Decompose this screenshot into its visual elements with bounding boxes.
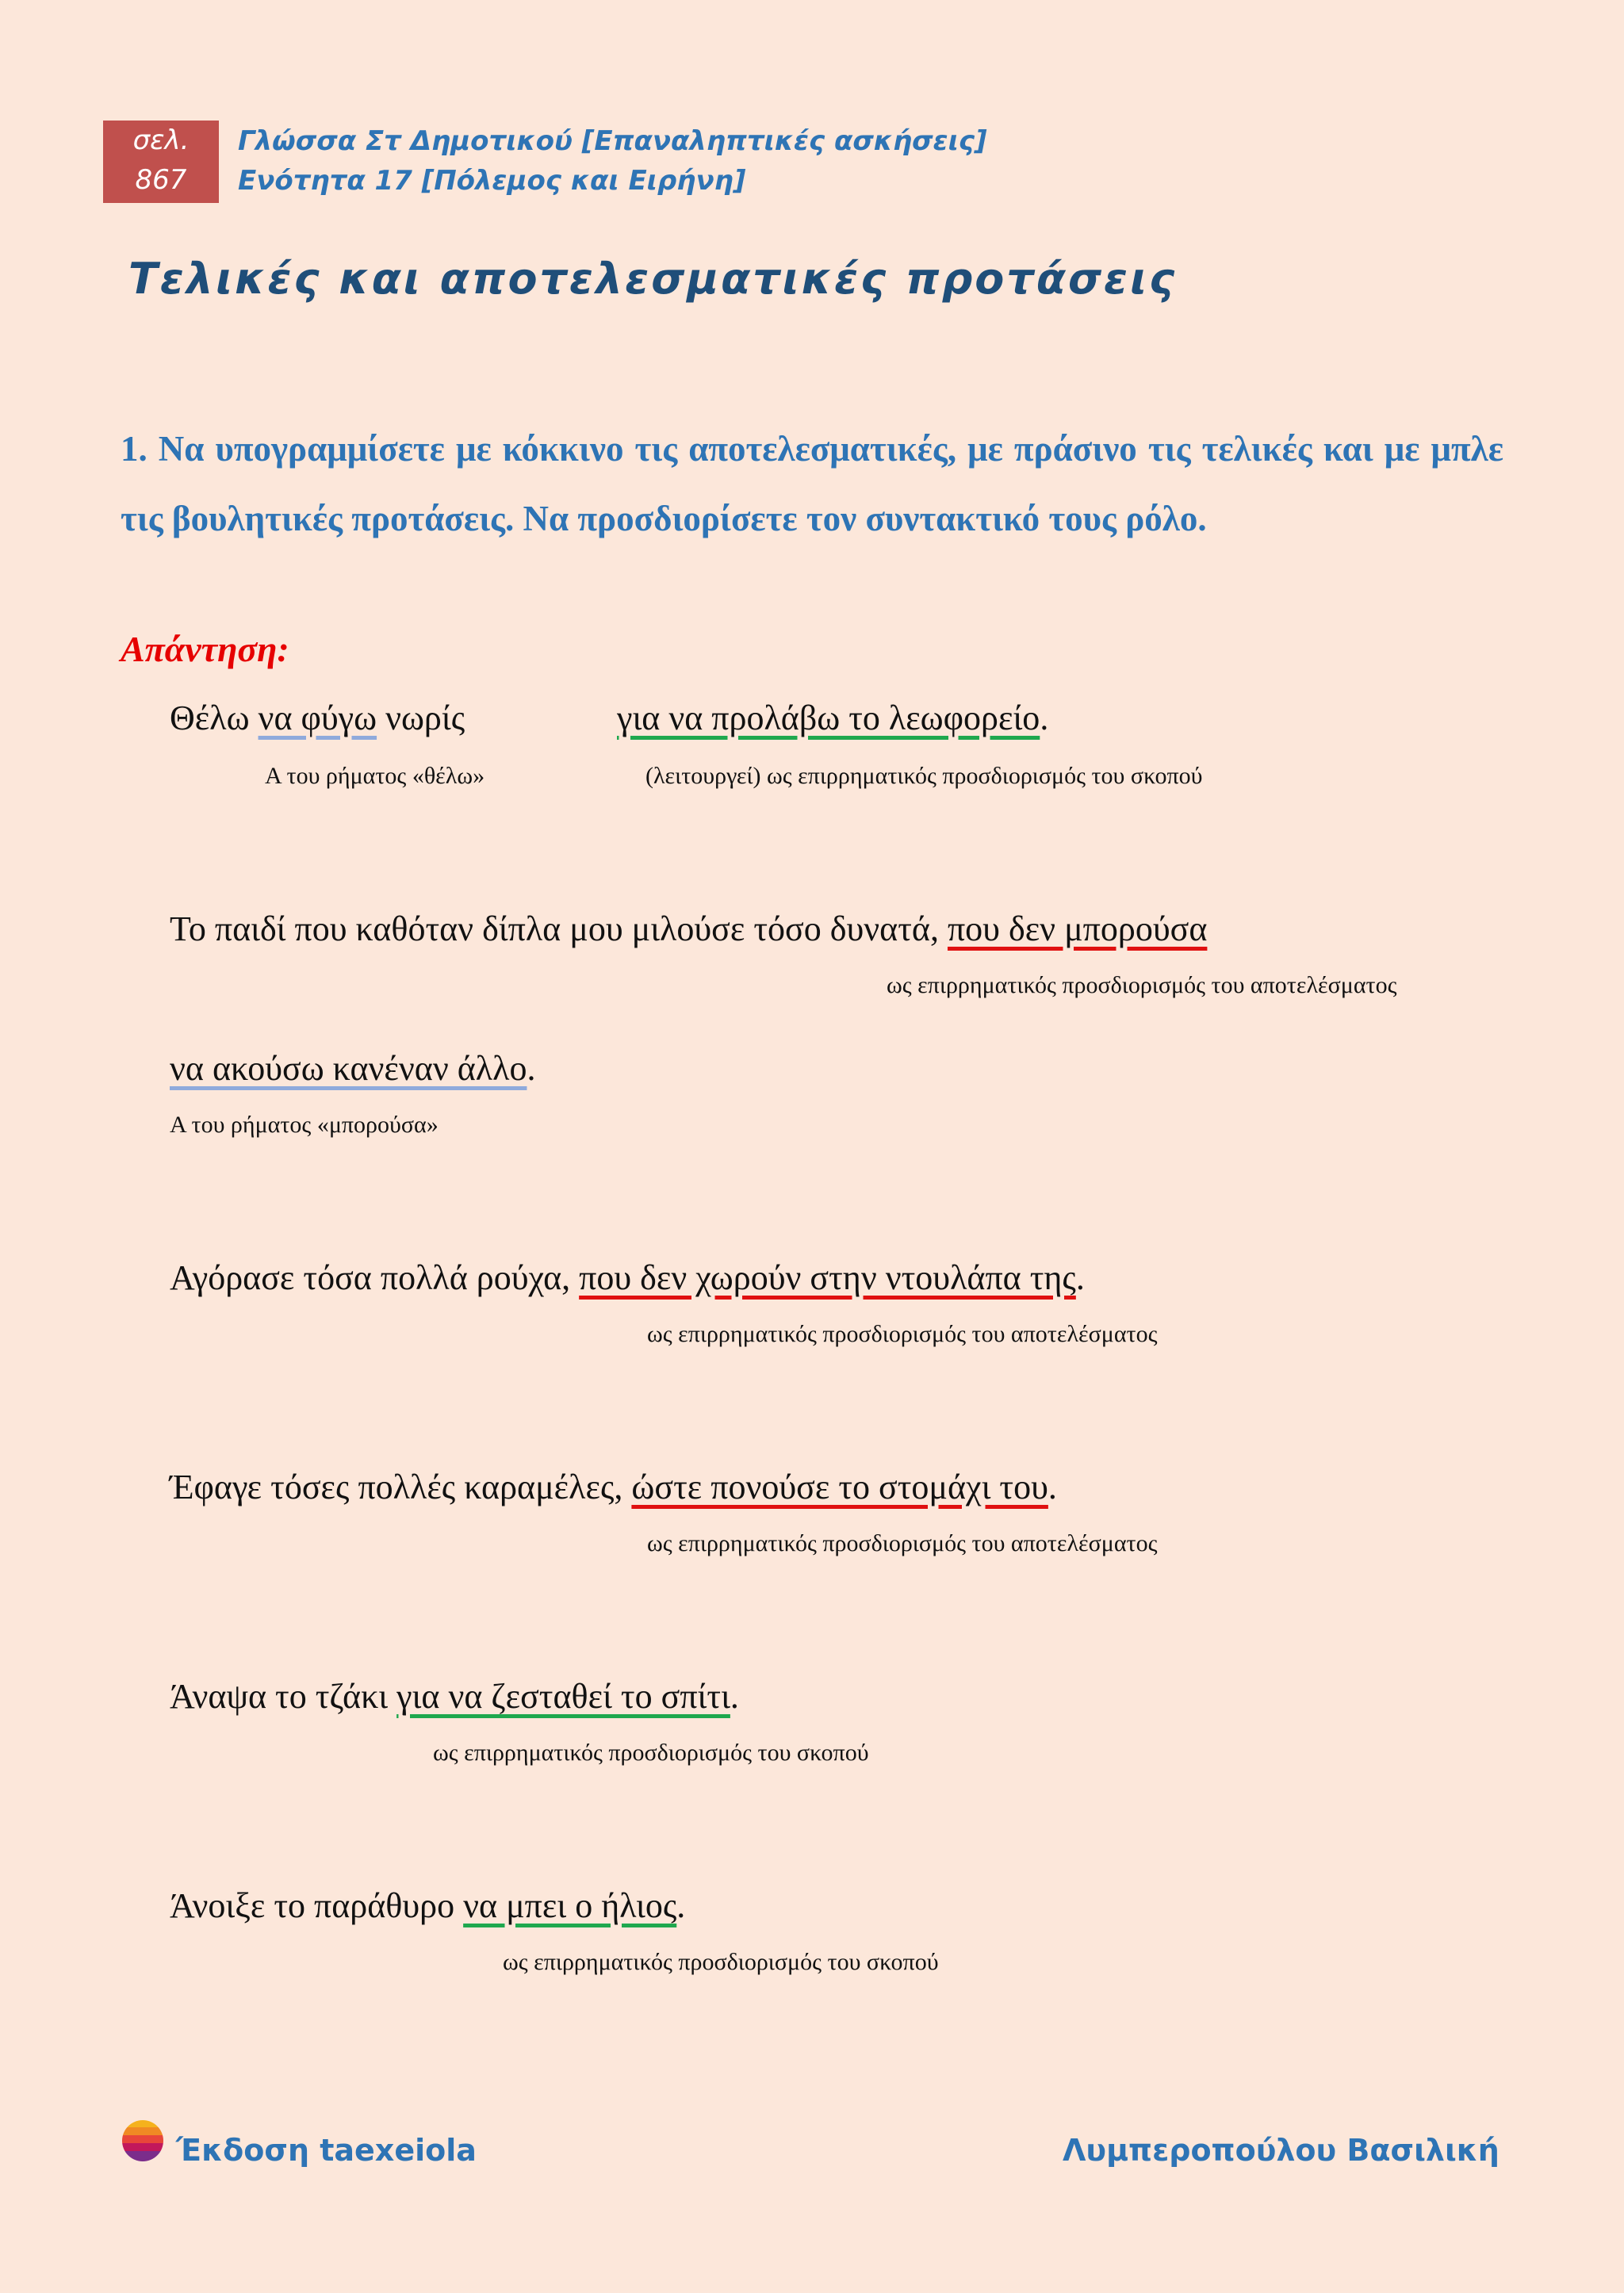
page-label: σελ.: [132, 124, 190, 156]
page-number-badge: [103, 121, 219, 203]
sentence-4-note: ως επιρρηματικός προσδιορισμός του αποτελέσματος: [647, 1530, 1158, 1556]
plain-text: .: [1075, 1258, 1085, 1297]
sentence-2-note-a: ως επιρρηματικός προσδιορισμός του αποτελέσματος: [887, 972, 1397, 998]
document-title: Τελικές και αποτελεσματικές προτάσεις: [128, 254, 1178, 304]
sentence-2-line-1: [170, 909, 1207, 949]
sentence-5-note: ως επιρρηματικός προσδιορισμός του σκοπού: [433, 1740, 869, 1766]
footer-publisher: Έκδοση taexeiola: [176, 2133, 477, 2168]
sentence-2-note-b: Α του ρήματος «μπορούσα»: [170, 1112, 439, 1138]
sentence-1-note-a: Α του ρήματος «θέλω»: [265, 763, 485, 789]
volitional-clause: να φύγω: [258, 699, 377, 737]
header-subject: Γλώσσα Στ Δημοτικού [Επαναληπτικές ασκήσεις]: [238, 125, 987, 157]
volitional-clause: να ακούσω κανέναν άλλο: [170, 1049, 527, 1088]
plain-text: Άνοιξε το παράθυρο: [170, 1886, 464, 1925]
sentence-3-note: ως επιρρηματικός προσδιορισμός του αποτελέσματος: [647, 1321, 1158, 1347]
exercise-question: 1. Να υπογραμμίσετε με κόκκινο τις αποτελεσματικές, με πράσινο τις τελικές και με μπλε τις βουλητικές προτάσεις. Να προσδιορίσετε τον συντακτικό τους ρόλο.: [121, 429, 1503, 538]
plain-text: .: [676, 1886, 686, 1925]
sentence-4: [170, 1467, 1057, 1507]
purpose-clause: για να προλάβω το λεωφορείο: [617, 699, 1040, 737]
page-number: 867: [135, 164, 187, 196]
plain-text: Θέλω: [170, 699, 259, 737]
sentence-6-note: ως επιρρηματικός προσδιορισμός του σκοπού: [503, 1949, 939, 1975]
result-clause: ώστε πονούσε το στομάχι του: [631, 1468, 1048, 1506]
plain-text: νωρίς: [377, 699, 465, 737]
result-clause: που δεν χωρούν στην ντουλάπα της: [579, 1258, 1076, 1297]
sentence-3: [170, 1258, 1085, 1298]
plain-text: .: [730, 1677, 739, 1716]
header-unit: Ενότητα 17 [Πόλεμος και Ειρήνη]: [238, 165, 746, 197]
sentence-1-part-a: [170, 698, 465, 738]
result-clause: που δεν μπορούσα: [947, 909, 1208, 948]
sentence-1-part-b: [617, 698, 1048, 738]
plain-text: Άναψα το τζάκι: [170, 1677, 397, 1716]
publisher-logo-icon: [121, 2119, 165, 2163]
sentence-6: [170, 1885, 685, 1926]
plain-text: .: [527, 1049, 536, 1088]
answer-label: Απάντηση:: [121, 629, 289, 669]
sentence-1-note-b: (λειτουργεί) ως επιρρηματικός προσδιορισμός του σκοπού: [645, 763, 1203, 789]
plain-text: Το παιδί που καθόταν δίπλα μου μιλούσε τόσο δυνατά,: [170, 909, 948, 948]
plain-text: .: [1048, 1468, 1057, 1506]
sentence-2-line-2: [170, 1048, 535, 1089]
plain-text: Έφαγε τόσες πολλές καραμέλες,: [170, 1468, 632, 1506]
plain-text: Αγόρασε τόσα πολλά ρούχα,: [170, 1258, 580, 1297]
sentence-5: [170, 1676, 739, 1717]
purpose-clause: να μπει ο ήλιος: [463, 1886, 677, 1925]
footer-author: Λυμπεροπούλου Βασιλική: [1063, 2133, 1500, 2168]
plain-text: .: [1040, 699, 1049, 737]
purpose-clause: για να ζεσταθεί το σπίτι: [396, 1677, 730, 1716]
